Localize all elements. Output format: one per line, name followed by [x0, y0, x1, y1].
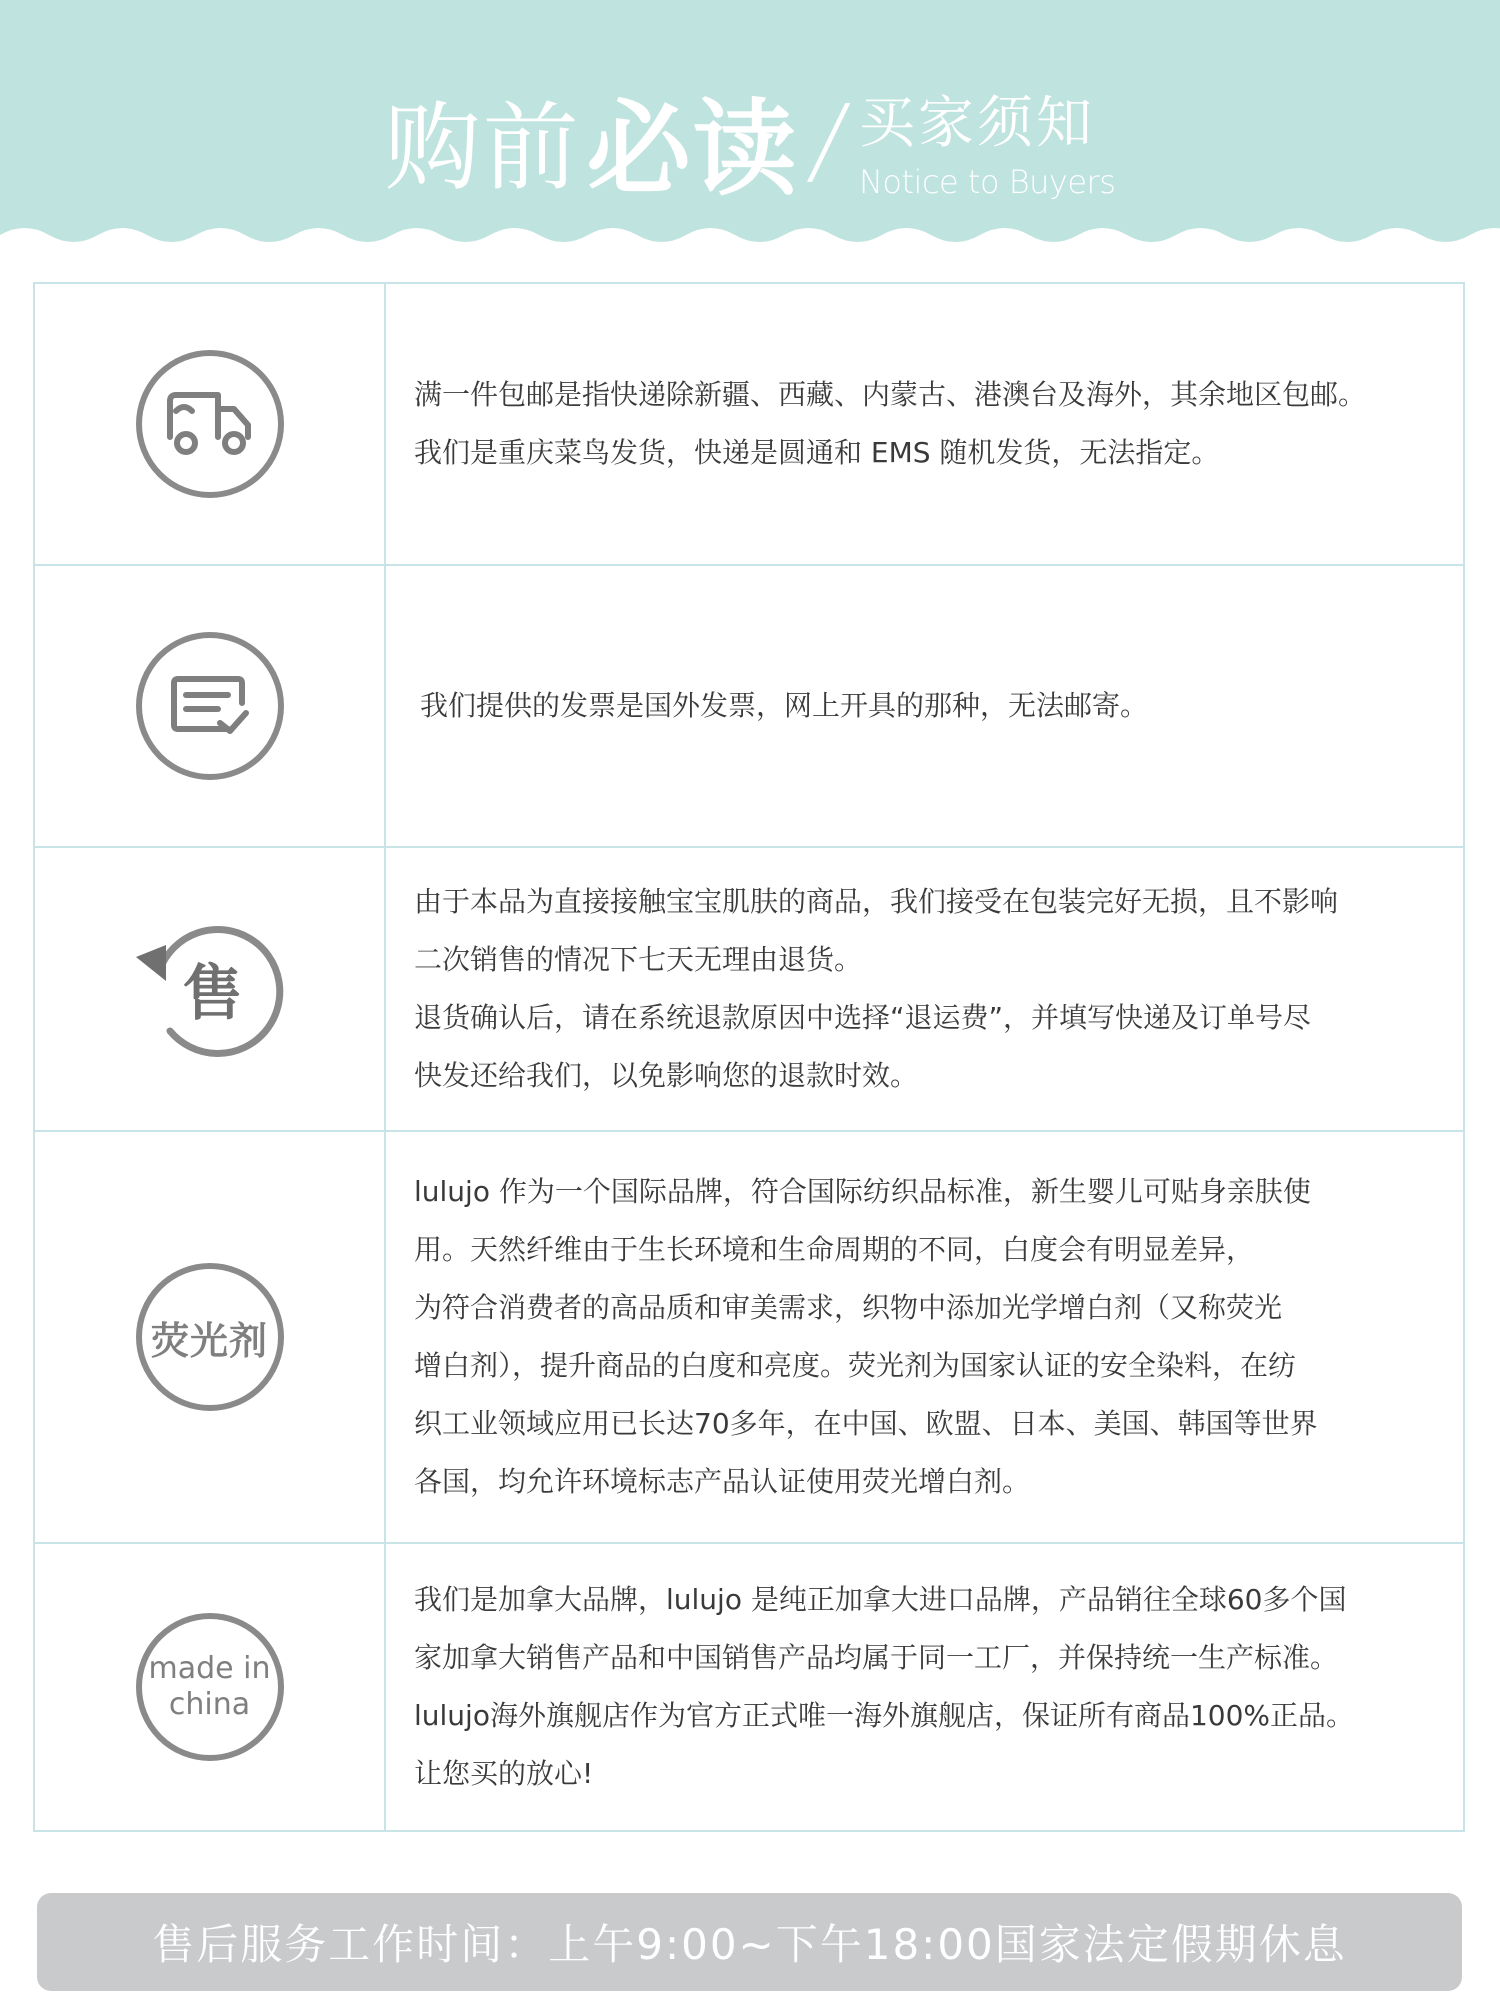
text-cell	[386, 284, 1463, 564]
made-in-china-icon	[136, 1613, 284, 1761]
icon-cell	[35, 566, 386, 846]
notice-line: 满一件包邮是指快递除新疆、西藏、内蒙古、港澳台及海外，其余地区包邮。	[414, 378, 1367, 411]
icon-cell	[35, 1544, 386, 1830]
notice-row-return	[35, 848, 1463, 1132]
notice-line: 织工业领域应用已长达70多年，在中国、欧盟、日本、美国、韩国等世界	[414, 1407, 1318, 1440]
notice-line: 让您买的放心!	[414, 1757, 594, 1790]
text-cell	[386, 1132, 1463, 1542]
notice-row-brand	[35, 1544, 1463, 1830]
subtitle-en: Notice to Buyers	[858, 163, 1116, 201]
icon-cell	[35, 284, 386, 564]
sale-icon-text: 售	[182, 959, 243, 1029]
notice-line: 我们是加拿大品牌，lulujo 是纯正加拿大进口品牌，产品销往全球60多个国	[414, 1583, 1347, 1616]
after-sale-return-icon	[130, 909, 290, 1069]
notice-line: 退货确认后，请在系统退款原因中选择“退运费”，并填写快递及订单号尽	[414, 1001, 1312, 1034]
service-hours-bar	[37, 1893, 1462, 1991]
notice-line: 由于本品为直接接触宝宝肌肤的商品，我们接受在包装完好无损，且不影响	[414, 885, 1339, 918]
notice-row-shipping	[35, 284, 1463, 566]
truck-glyph	[162, 389, 258, 459]
invoice-check-icon	[136, 632, 284, 780]
notice-line: 我们提供的发票是国外发票，网上开具的那种，无法邮寄。	[420, 689, 1149, 722]
made-in-line: made in	[148, 1651, 271, 1686]
page-title	[0, 70, 1500, 210]
notice-line: 家加拿大销售产品和中国销售产品均属于同一工厂，并保持统一生产标准。	[414, 1641, 1339, 1674]
notice-table	[33, 282, 1465, 1832]
subtitle-cn: 买家须知	[858, 91, 1095, 156]
notice-line: 各国，均允许环境标志产品认证使用荧光增白剂。	[414, 1465, 1031, 1498]
notice-line: lulujo海外旗舰店作为官方正式唯一海外旗舰店，保证所有商品100%正品。	[414, 1699, 1355, 1732]
text-cell	[386, 1544, 1463, 1830]
service-hours-text: 售后服务工作时间：上午9:00~下午18:00国家法定假期休息	[152, 1920, 1347, 1969]
notice-line: 增白剂），提升商品的白度和亮度。荧光剂为国家认证的安全染料，在纺	[414, 1349, 1297, 1382]
scalloped-edge	[0, 205, 1500, 265]
notice-line: 为符合消费者的高品质和审美需求，织物中添加光学增白剂（又称荧光	[414, 1291, 1283, 1324]
title-subtitle-group	[859, 79, 1115, 201]
text-cell	[386, 848, 1463, 1130]
notice-line: 二次销售的情况下七天无理由退货。	[414, 943, 863, 976]
notice-line: 用。天然纤维由于生长环境和生命周期的不同，白度会有明显差异，	[414, 1233, 1255, 1266]
notice-line: lulujo 作为一个国际品牌，符合国际纺织品标准，新生婴儿可贴身亲肤使	[414, 1175, 1311, 1208]
notice-row-invoice	[35, 566, 1463, 848]
icon-cell	[35, 848, 386, 1130]
title-light: 购前	[384, 91, 581, 204]
title-bold: 必读	[586, 88, 799, 210]
icon-cell	[35, 1132, 386, 1542]
header-banner	[0, 0, 1500, 260]
china-line: china	[168, 1687, 251, 1722]
made-in-china-text	[149, 1651, 271, 1723]
fluorescent-agent-icon	[136, 1263, 284, 1411]
notice-line: 快发还给我们，以免影响您的退款时效。	[414, 1059, 919, 1092]
text-cell	[386, 566, 1463, 846]
invoice-glyph	[168, 673, 252, 739]
delivery-truck-icon	[136, 350, 284, 498]
fluorescent-icon-text: 荧光剂	[150, 1318, 268, 1363]
notice-row-fluorescent	[35, 1132, 1463, 1544]
title-slash: /	[802, 84, 855, 196]
return-arrow-icon	[130, 909, 290, 1069]
notice-line: 我们是重庆菜鸟发货，快递是圆通和 EMS 随机发货，无法指定。	[414, 436, 1220, 469]
